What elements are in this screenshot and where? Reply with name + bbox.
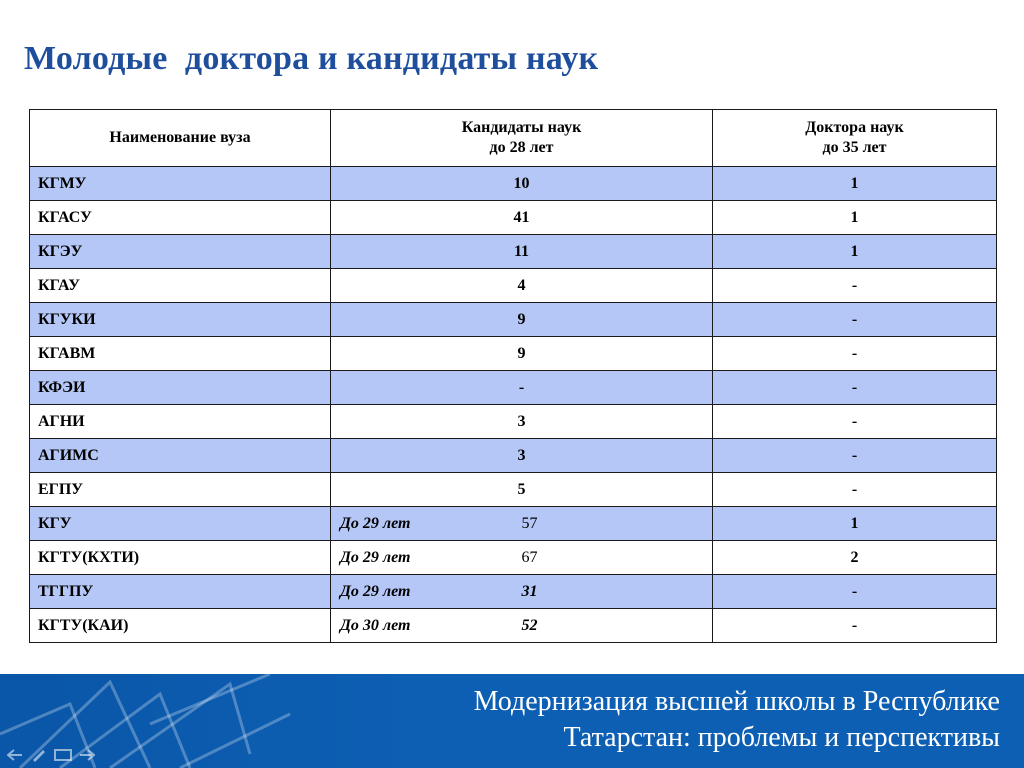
table-row [30, 473, 997, 507]
doctors-value: - [713, 269, 997, 303]
doctors-value: - [713, 405, 997, 439]
universities-table [29, 109, 997, 643]
header-university-name: Наименование вуза [30, 110, 331, 167]
age-limit-note: До 30 лет [340, 616, 411, 634]
arrow-forward-icon[interactable] [78, 748, 96, 762]
candidates-cell [331, 507, 713, 541]
table-row [30, 371, 997, 405]
table-row [30, 405, 997, 439]
header-candidates-line2: до 28 лет [489, 139, 554, 156]
university-name-cell: КГМУ [30, 167, 331, 201]
table-header-row [30, 110, 997, 167]
footer-banner [0, 674, 1024, 768]
doctors-value: - [713, 575, 997, 609]
university-name-cell: АГИМС [30, 439, 331, 473]
doctors-value: - [713, 337, 997, 371]
candidates-cell [331, 371, 713, 405]
doctors-value: - [713, 371, 997, 405]
candidates-cell [331, 235, 713, 269]
candidates-value: - [518, 378, 525, 396]
table-row [30, 303, 997, 337]
pen-icon[interactable] [30, 748, 48, 762]
header-doctors-line1: Доктора наук [805, 119, 904, 136]
doctors-value: 1 [713, 507, 997, 541]
candidates-value: 3 [517, 412, 526, 430]
candidates-cell [331, 337, 713, 371]
university-name-cell: КГАУ [30, 269, 331, 303]
candidates-value: 4 [517, 276, 526, 294]
candidates-value: 67 [521, 548, 538, 566]
age-limit-note: До 29 лет [340, 582, 411, 600]
doctors-value: - [713, 303, 997, 337]
doctors-value: 1 [713, 235, 997, 269]
header-candidates-line1: Кандидаты наук [461, 119, 582, 136]
university-name-cell: КГЭУ [30, 235, 331, 269]
candidates-value: 11 [513, 242, 530, 260]
age-limit-note: До 29 лет [340, 548, 411, 566]
candidates-cell [331, 609, 713, 643]
table-row [30, 269, 997, 303]
menu-icon[interactable] [54, 748, 72, 762]
university-name-cell: АГНИ [30, 405, 331, 439]
candidates-cell [331, 269, 713, 303]
candidates-cell [331, 167, 713, 201]
table-row [30, 439, 997, 473]
header-candidates [331, 110, 713, 167]
slide-navigation [6, 748, 96, 762]
table-row [30, 609, 997, 643]
table-row [30, 201, 997, 235]
slide-title: Молодые доктора и кандидаты наук [24, 40, 599, 77]
doctors-value: 1 [713, 167, 997, 201]
candidates-cell [331, 303, 713, 337]
footer-caption [474, 684, 1000, 756]
table-row [30, 235, 997, 269]
header-doctors [713, 110, 997, 167]
table-row [30, 167, 997, 201]
university-name-cell: КГУ [30, 507, 331, 541]
candidates-value: 31 [521, 582, 538, 600]
table-row [30, 541, 997, 575]
table-row [30, 575, 997, 609]
university-name-cell: КГАСУ [30, 201, 331, 235]
doctors-value: - [713, 439, 997, 473]
doctors-value: - [713, 473, 997, 507]
candidates-value: 52 [521, 616, 538, 634]
candidates-cell [331, 201, 713, 235]
doctors-value: 1 [713, 201, 997, 235]
table-row [30, 337, 997, 371]
university-name-cell: КГТУ(КАИ) [30, 609, 331, 643]
university-name-cell: КГТУ(КХТИ) [30, 541, 331, 575]
university-name-cell: ЕГПУ [30, 473, 331, 507]
university-name-cell: КГАВМ [30, 337, 331, 371]
doctors-value: - [713, 609, 997, 643]
age-limit-note: До 29 лет [340, 514, 411, 532]
table-row [30, 507, 997, 541]
candidates-value: 5 [517, 480, 526, 498]
candidates-cell [331, 473, 713, 507]
candidates-cell [331, 541, 713, 575]
candidates-value: 41 [513, 208, 530, 226]
candidates-value: 9 [517, 344, 526, 362]
header-doctors-line2: до 35 лет [822, 139, 887, 156]
candidates-cell [331, 439, 713, 473]
university-name-cell: КГУКИ [30, 303, 331, 337]
university-name-cell: КФЭИ [30, 371, 331, 405]
candidates-cell [331, 575, 713, 609]
candidates-value: 3 [517, 446, 526, 464]
footer-line-2: Татарстан: проблемы и перспективы [563, 722, 1000, 753]
candidates-value: 10 [513, 174, 530, 192]
university-name-cell: ТГГПУ [30, 575, 331, 609]
footer-line-1: Модернизация высшей школы в Республике [473, 686, 1000, 717]
table-body [30, 167, 997, 643]
candidates-value: 9 [517, 310, 526, 328]
doctors-value: 2 [713, 541, 997, 575]
candidates-cell [331, 405, 713, 439]
candidates-value: 57 [521, 514, 538, 532]
arrow-back-icon[interactable] [6, 748, 24, 762]
